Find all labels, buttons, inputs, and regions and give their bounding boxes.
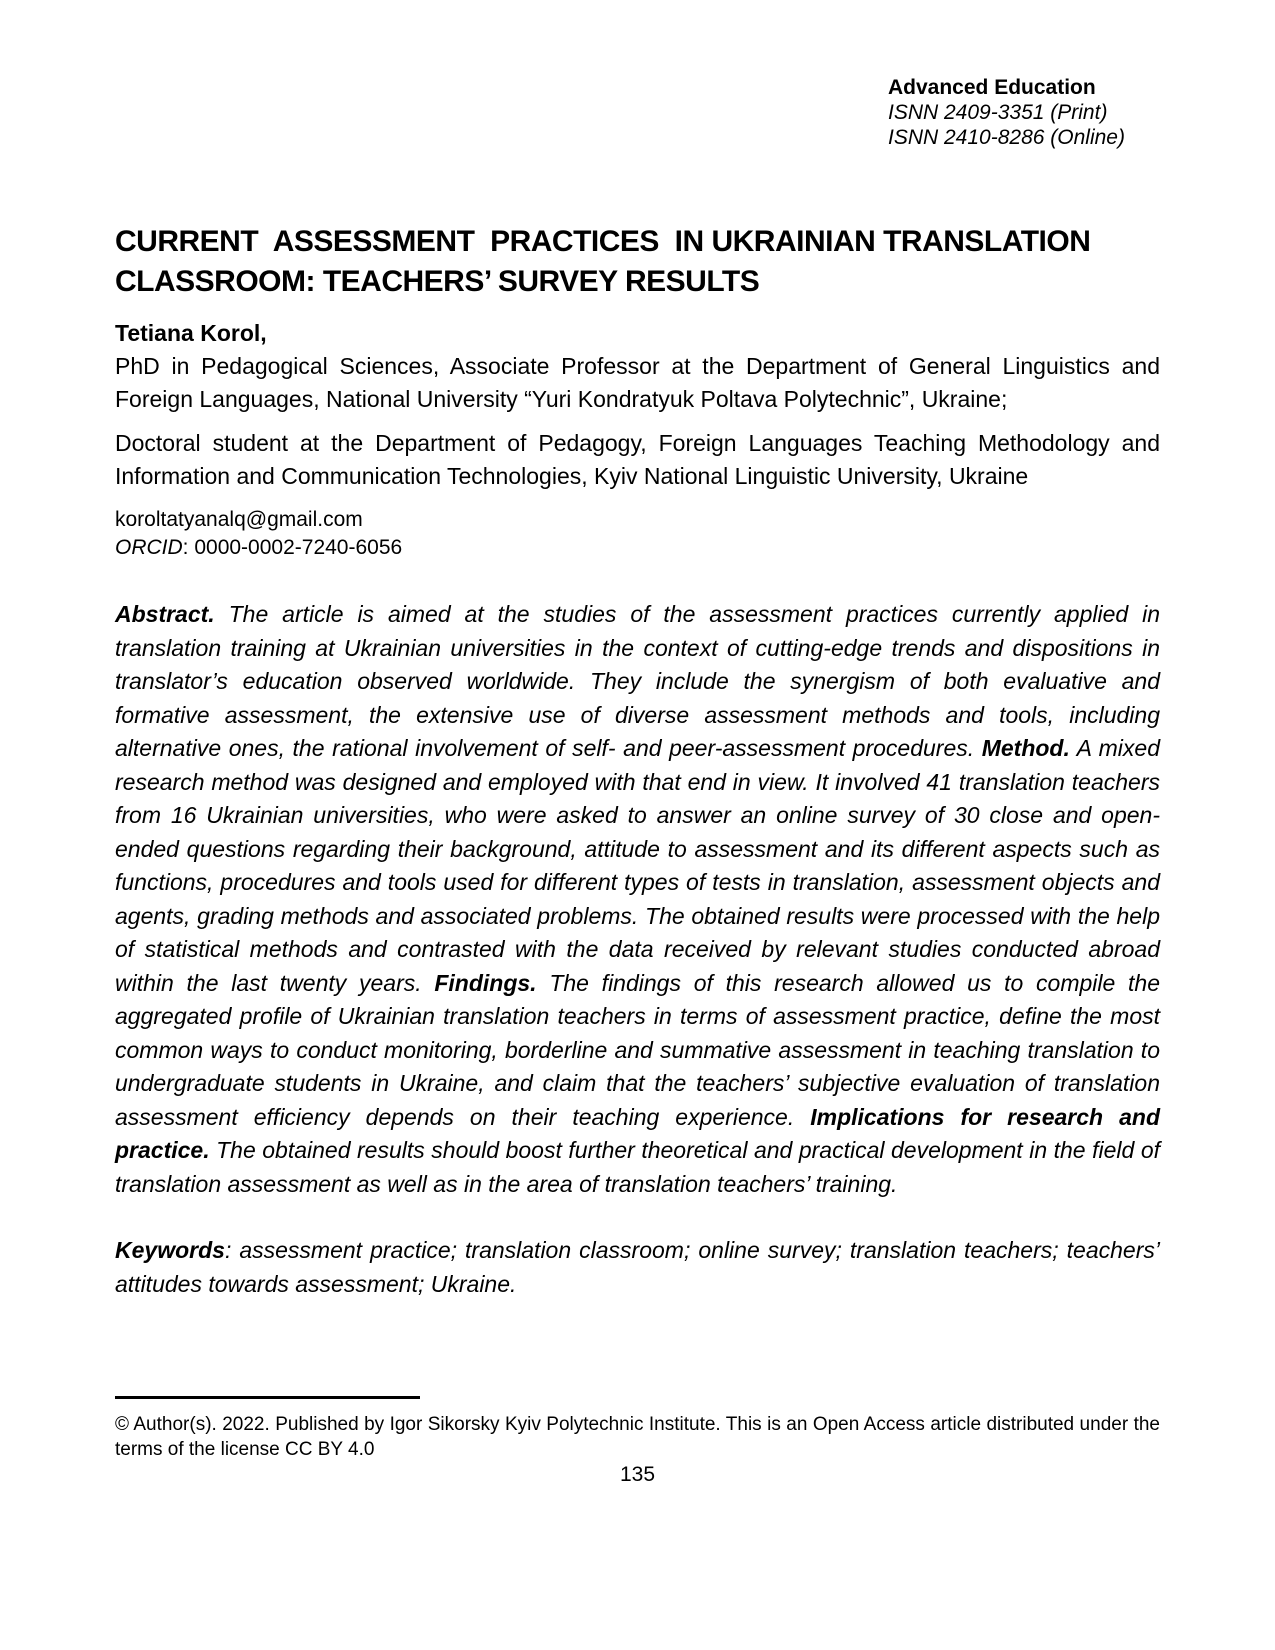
author-name: Tetiana Korol,: [115, 320, 267, 346]
author-affiliation-1: PhD in Pedagogical Sciences, Associate Professor at the Department of General Linguistics and Foreign Languages, National University “Yuri Kondratyuk Poltava Polytechnic”, Ukraine;: [115, 353, 1160, 412]
article-title: [115, 222, 1160, 302]
footnote-separator: [115, 1396, 420, 1399]
copyright-note: © Author(s). 2022. Published by Igor Sikorsky Kyiv Polytechnic Institute. This is an Open Access article distributed under the terms of the license CC BY 4.0: [115, 1414, 1160, 1460]
abstract-label: Abstract.: [115, 601, 215, 627]
abstract-implications-label: Implications for research and practice.: [115, 1103, 1160, 1163]
author-orcid: [115, 534, 1160, 562]
journal-name: Advanced Education: [888, 76, 1096, 99]
abstract-text-1: The article is aimed at the studies of the assessment practices currently applied in translation training at Ukrainian universities in the context of cutting-edge trends and dispositions in translator’s education observed worldwide. They include the synergism of both evaluative and formative assessment, the extensive use of diverse assessment methods and tools, including alternative ones, the rational involvement of self- and peer-assessment procedures.: [115, 601, 1160, 761]
page-number: 135: [619, 1463, 656, 1486]
abstract-text-3: The findings of this research allowed us to compile the aggregated profile of Ukrainian translation teachers in terms of assessment practice, define the most common ways to conduct monitoring, borderline and summative assessment in teaching translation to undergraduate students in Ukraine, and claim that the teachers’ subjective evaluation of translation assessment efficiency depends on their teaching experience.: [115, 969, 1160, 1130]
orcid-label: ORCID: [115, 536, 183, 559]
abstract-findings-label: Findings.: [434, 969, 537, 996]
author-affiliation-2: Doctoral student at the Department of Pedagogy, Foreign Languages Teaching Methodology and Information and Communication Technologies, Kyiv National Linguistic University, Ukraine: [115, 430, 1160, 489]
author-email: koroltatyanalq@gmail.com: [115, 508, 363, 531]
orcid-value: : 0000-0002-7240-6056: [182, 536, 403, 559]
article-title-line-1: CURRENT ASSESSMENT PRACTICES IN UKRAINIAN TRANSLATION: [115, 225, 1091, 258]
article-title-line-2: CLASSROOM: TEACHERS’ SURVEY RESULTS: [115, 265, 760, 298]
abstract-text-4: The obtained results should boost further theoretical and practical development in the field of translation assessment as well as in the area of translation teachers’ training.: [115, 1137, 1160, 1197]
abstract-method-label: Method.: [981, 735, 1070, 761]
issn-online: ISNN 2410-8286 (Online): [888, 126, 1125, 149]
abstract-text-2: A mixed research method was designed and employed with that end in view. It involved 41 translation teachers from 16 Ukrainian universities, who were asked to answer an online survey of 30 close and open-ended questions regarding their background, attitude to assessment and its different aspects such as functions, procedures and tools used for different types of tests in translation, assessment objects and agents, grading methods and associated problems. The obtained results were processed with the help of statistical methods and contrasted with the data received by relevant studies conducted abroad within the last twenty years.: [115, 735, 1160, 996]
keywords-paragraph: [115, 1234, 1160, 1301]
keywords-text: : assessment practice; translation classroom; online survey; translation teachers; teachers’ attitudes towards assessment; Ukraine.: [115, 1237, 1160, 1297]
issn-print: ISNN 2409-3351 (Print): [888, 101, 1108, 124]
abstract-paragraph: [115, 598, 1160, 1201]
journal-header: [888, 0, 1160, 150]
author-contact-block: [115, 506, 1160, 562]
keywords-label: Keywords: [115, 1237, 225, 1263]
